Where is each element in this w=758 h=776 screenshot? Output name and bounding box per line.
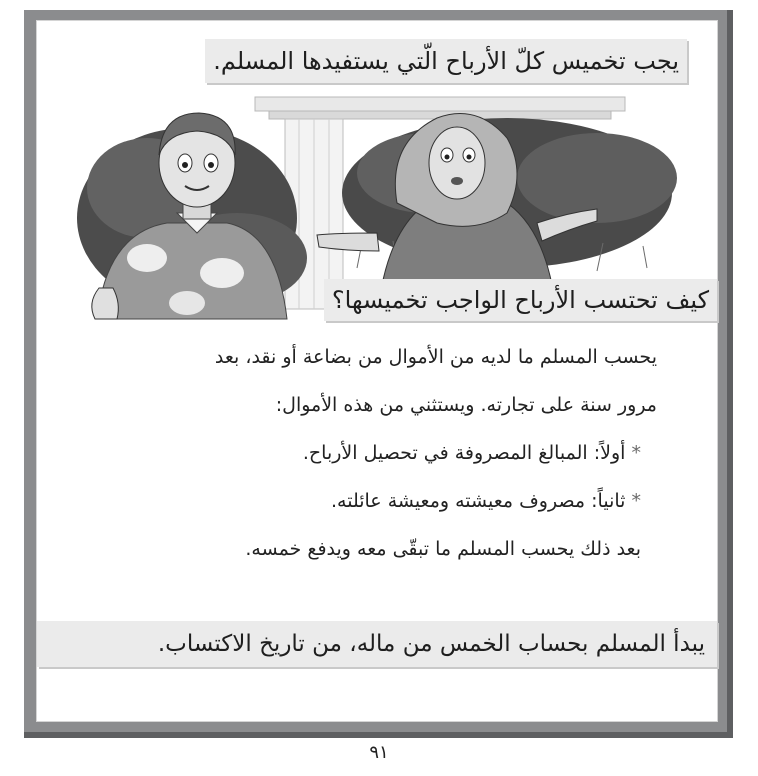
bottom-banner: يبدأ المسلم بحساب الخمس من ماله، من تاريخ الاكتساب. [37, 621, 717, 667]
page-frame [24, 10, 733, 738]
body-line-3: بعد ذلك يحسب المسلم ما تبقّى معه ويدفع خمسه. [245, 538, 641, 560]
bullet-text-1: أولاً: المبالغ المصروفة في تحصيل الأرباح. [302, 442, 626, 464]
bullet-star-icon: * [631, 442, 641, 464]
bullet-star-icon: * [631, 490, 641, 512]
bullet-item-2 [77, 477, 657, 525]
body-line-2: مرور سنة على تجارته. ويستثني من هذه الأموال: [275, 394, 657, 416]
top-banner: يجب تخميس كلّ الأرباح الّتي يستفيدها المسلم. [205, 39, 687, 83]
question-banner: كيف تحتسب الأرباح الواجب تخميسها؟ [324, 279, 717, 321]
page-content [36, 20, 718, 722]
page-number: ٩١ [369, 742, 389, 763]
body-line-1: يحسب المسلم ما لديه من الأموال من بضاعة أو نقد، بعد [214, 346, 657, 368]
body-text [77, 333, 657, 573]
bullet-item-1 [77, 429, 657, 477]
bullet-text-2: ثانياً: مصروف معيشته ومعيشة عائلته. [330, 490, 626, 512]
